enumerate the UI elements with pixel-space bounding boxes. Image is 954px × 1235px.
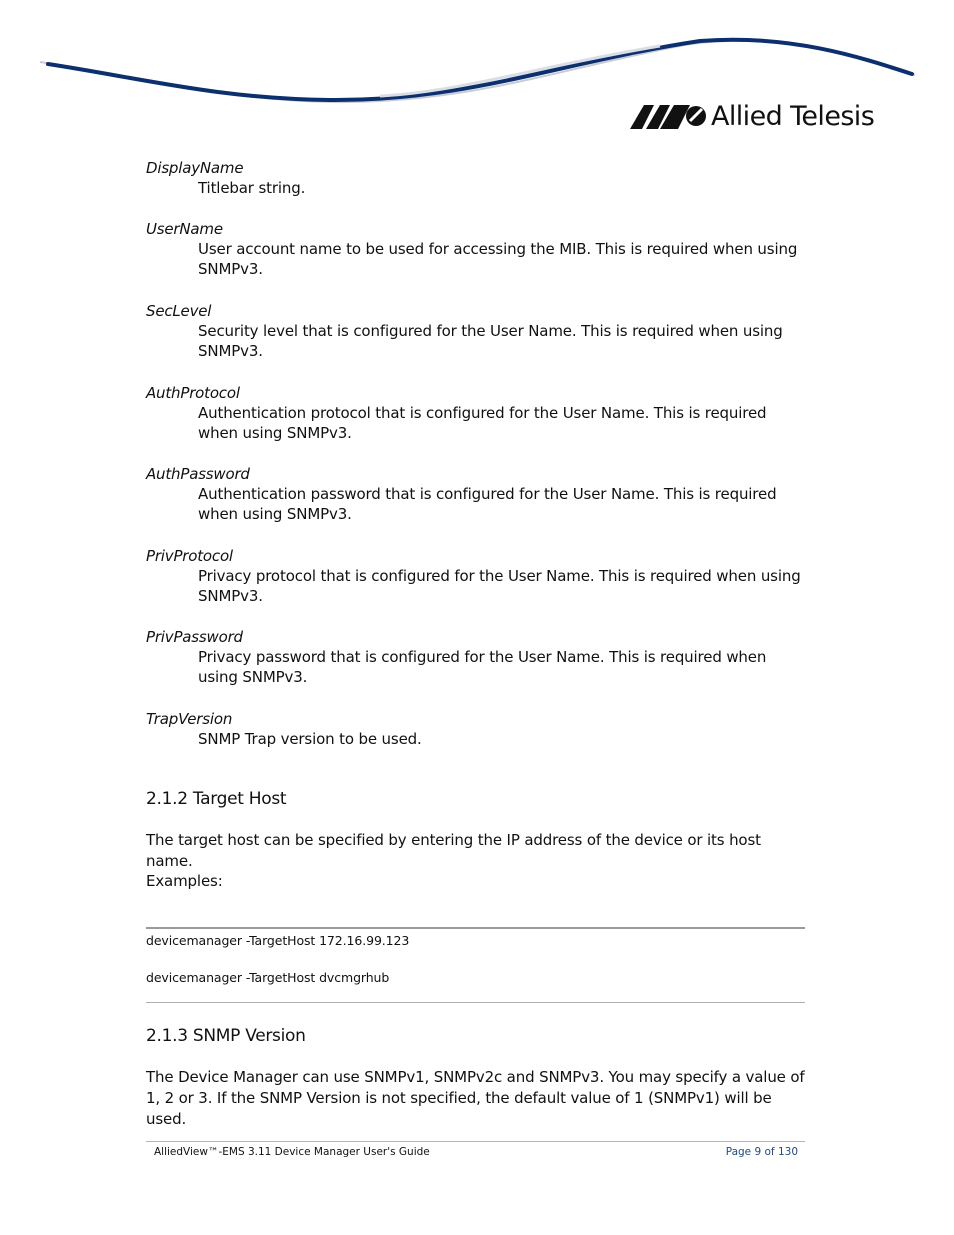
snmp-version-paragraph: The Device Manager can use SNMPv1, SNMPv2c and SNMPv3. You may specify a value of 1, 2 or 3. If the SNMP Version is not specified, the default value of 1 (SNMPv1) will be used. (146, 1068, 805, 1128)
param-trapversion (146, 709, 808, 749)
param-privprotocol (146, 546, 808, 606)
target-host-paragraph: The target host can be specified by entering the IP address of the device or its host name. (146, 831, 761, 870)
param-term: DisplayName (146, 159, 244, 177)
brand-name: Allied Telesis (711, 100, 875, 132)
example-top-rule (146, 927, 805, 929)
allied-telesis-mark-icon (630, 101, 708, 131)
param-username (146, 219, 808, 279)
section-heading-snmp-version: 2.1.3 SNMP Version (146, 1026, 306, 1046)
param-description: SNMP Trap version to be used. (198, 730, 422, 748)
param-term: AuthProtocol (146, 384, 240, 402)
footer-guide-title: AlliedView™-EMS 3.11 Device Manager User's Guide (154, 1146, 430, 1158)
allied-telesis-logo (630, 98, 874, 134)
param-term: AuthPassword (146, 465, 250, 483)
param-description: Titlebar string. (198, 179, 306, 197)
footer-page-number: Page 9 of 130 (725, 1146, 798, 1158)
param-description: Security level that is configured for the User Name. This is required when using SNMPv3. (198, 322, 783, 360)
param-term: PrivProtocol (146, 547, 233, 565)
param-seclevel (146, 301, 808, 361)
footer-rule (146, 1141, 805, 1142)
param-authpassword (146, 464, 808, 524)
param-displayname (146, 158, 808, 198)
param-term: SecLevel (146, 302, 212, 320)
param-description: Privacy protocol that is configured for the User Name. This is required when using SNMPv3. (198, 567, 801, 605)
param-description: User account name to be used for accessing the MIB. This is required when using SNMPv3. (198, 240, 798, 278)
param-authprotocol (146, 383, 808, 443)
param-description: Authentication password that is configured for the User Name. This is required when using SNMPv3. (198, 485, 777, 523)
examples-label: Examples: (146, 872, 223, 890)
param-term: TrapVersion (146, 710, 233, 728)
param-description: Privacy password that is configured for the User Name. This is required when using SNMPv3. (198, 648, 767, 686)
param-term: UserName (146, 220, 223, 238)
example-bottom-rule (146, 1002, 805, 1003)
example-command: devicemanager -TargetHost dvcmgrhub (146, 970, 390, 985)
example-command: devicemanager -TargetHost 172.16.99.123 (146, 933, 410, 948)
param-description: Authentication protocol that is configured for the User Name. This is required when using SNMPv3. (198, 404, 767, 442)
section-heading-target-host: 2.1.2 Target Host (146, 789, 287, 809)
param-privpassword (146, 627, 808, 687)
param-term: PrivPassword (146, 628, 243, 646)
